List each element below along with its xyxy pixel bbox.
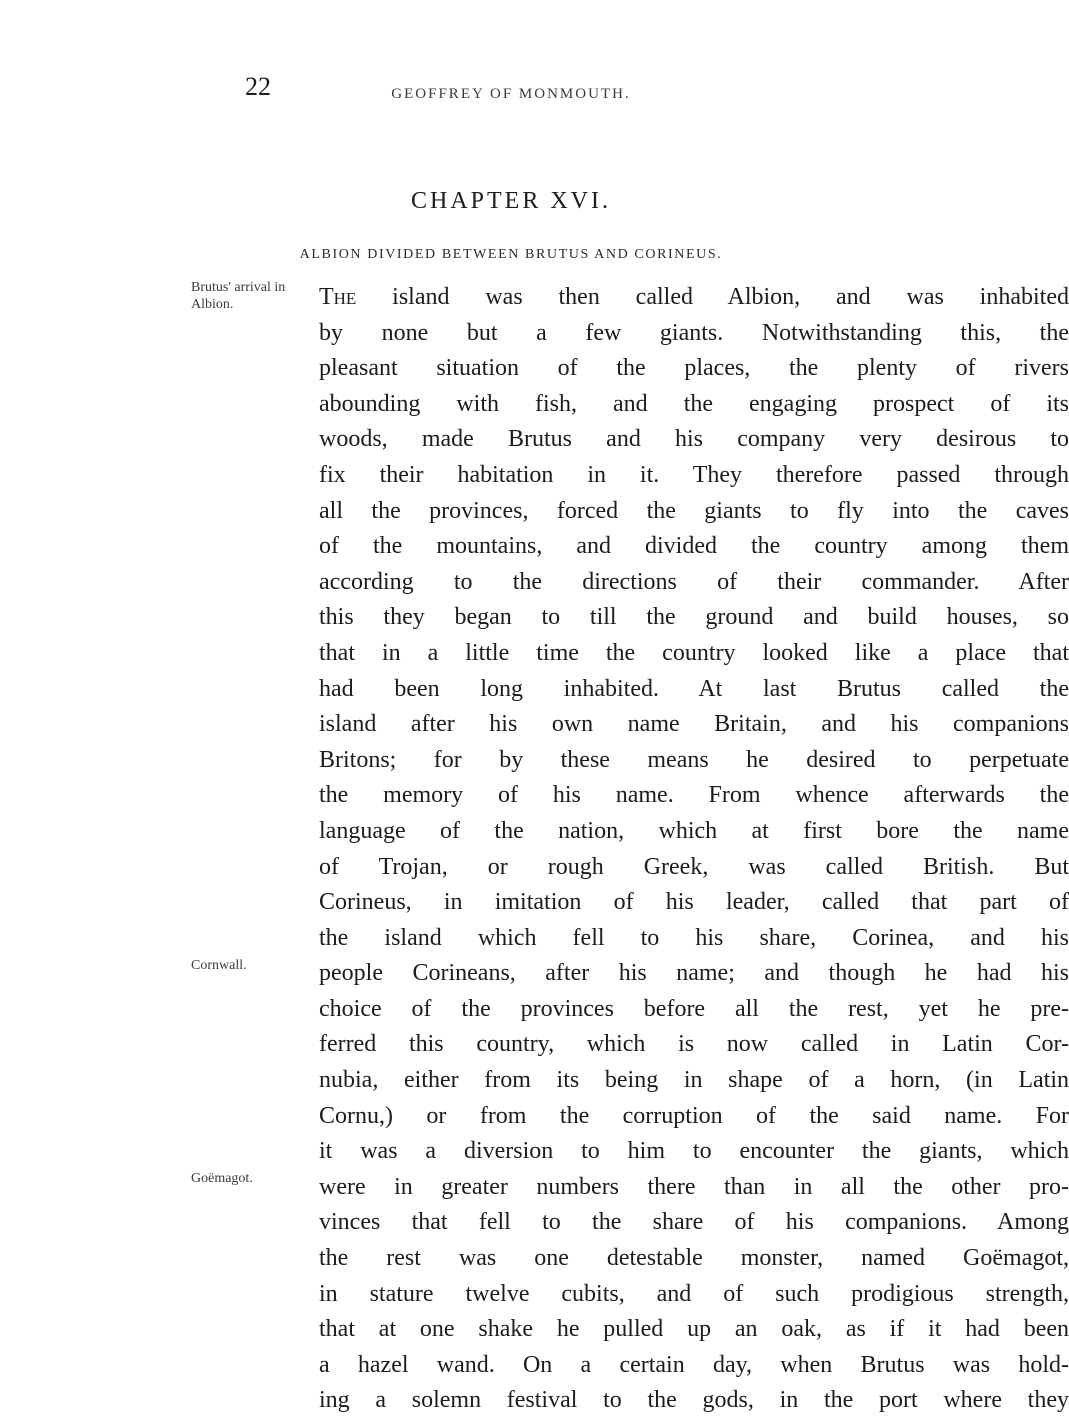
body-line: abounding with fish, and the engaging prospect of its [319, 390, 1069, 417]
body-line: Britons; for by these means he desired to perpetuate [319, 746, 1069, 773]
chapter-title: CHAPTER XVI. [410, 188, 611, 214]
body-line: people Corineans, after his name; and though he had his [319, 960, 1069, 987]
body-line: choice of the provinces before all the rest, yet he pre- [319, 995, 1069, 1022]
body-line: pleasant situation of the places, the plenty of rivers [319, 355, 1069, 382]
body-line: The island was then called Albion, and was inhabited [319, 284, 1069, 310]
body-line: the memory of his name. From whence afterwards the [319, 782, 1069, 809]
body-line: ing a solemn festival to the gods, in the port where they [319, 1387, 1069, 1414]
body-line: the island which fell to his share, Corinea, and his [319, 924, 1069, 951]
page-number: 22 [245, 72, 271, 101]
body-line: by none but a few giants. Notwithstanding this, the [319, 319, 1069, 346]
chapter-subtitle: ALBION DIVIDED BETWEEN BRUTUS AND CORINEUS. [299, 247, 723, 262]
body-line: were in greater numbers there than in all the other pro- [319, 1173, 1069, 1200]
body-line: this they began to till the ground and build houses, so [319, 604, 1069, 631]
body-line: that in a little time the country looked like a place that [319, 639, 1069, 666]
body-line: the rest was one detestable monster, named Goëmagot, [319, 1245, 1069, 1272]
body-line: language of the nation, which at first bore the name [319, 817, 1069, 844]
body-line: Corineus, in imitation of his leader, called that part of [319, 889, 1069, 916]
body-line: had been long inhabited. At last Brutus called the [319, 675, 1069, 702]
margin-note-cornwall: Cornwall. [191, 958, 247, 973]
body-line: vinces that fell to the share of his companions. Among [319, 1209, 1069, 1236]
body-line: of Trojan, or rough Greek, was called British. But [319, 853, 1069, 880]
body-line: Cornu,) or from the corruption of the said name. For [319, 1102, 1069, 1129]
body-line: of the mountains, and divided the country among them [319, 533, 1069, 560]
body-line: woods, made Brutus and his company very desirous to [319, 426, 1069, 453]
body-line: fix their habitation in it. They therefore passed through [319, 461, 1069, 488]
body-line: in stature twelve cubits, and of such prodigious strength, [319, 1280, 1069, 1307]
body-line: ferred this country, which is now called in Latin Cor- [319, 1031, 1069, 1058]
body-line: that at one shake he pulled up an oak, as if it had been [319, 1316, 1069, 1343]
body-text [319, 280, 1069, 1419]
body-line: island after his own name Britain, and his companions [319, 711, 1069, 738]
running-head: GEOFFREY OF MONMOUTH. [391, 86, 631, 102]
body-first-word: The [319, 284, 357, 310]
body-line: a hazel wand. On a certain day, when Brutus was hold- [319, 1351, 1069, 1378]
margin-note-goemagot: Goëmagot. [191, 1171, 253, 1186]
body-line: it was a diversion to him to encounter the giants, which [319, 1138, 1069, 1165]
margin-note-brutus-arrival: Brutus' arrival in Albion. [191, 280, 286, 312]
body-line: nubia, either from its being in shape of a horn, (in Latin [319, 1067, 1069, 1094]
body-line: according to the directions of their commander. After [319, 568, 1069, 595]
body-line: all the provinces, forced the giants to fly into the caves [319, 497, 1069, 524]
